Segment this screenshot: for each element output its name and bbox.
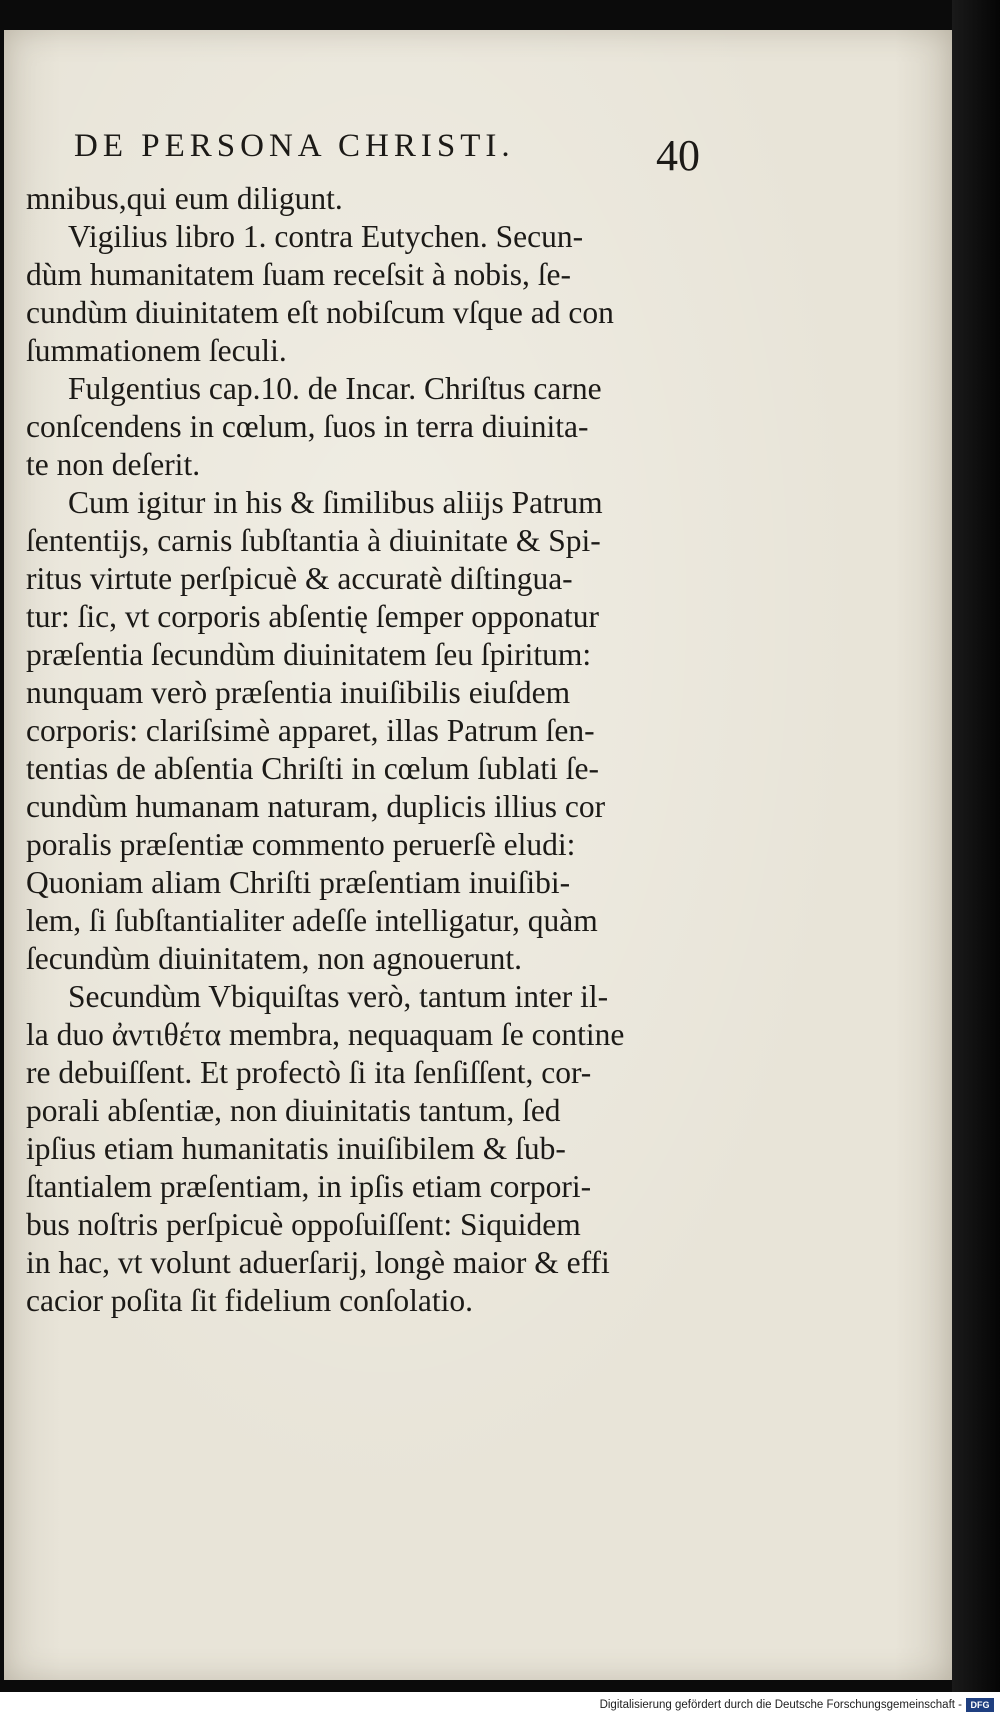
text-line: Secundùm Vbiquiſtas verò, tantum inter il- bbox=[68, 979, 609, 1014]
text-line: poralis præſentiæ commento peruerſè eludi: bbox=[26, 827, 576, 862]
text-line: ritus virtute perſpicuè & accuratè diſtingua- bbox=[26, 561, 573, 596]
text-line: cundùm humanam naturam, duplicis illius cor bbox=[26, 789, 606, 824]
text-line: porali abſentiæ, non diuinitatis tantum, ſed bbox=[26, 1093, 561, 1128]
text-line: Vigilius libro 1. contra Eutychen. Secun- bbox=[68, 219, 584, 254]
text-line: lem, ſi ſubſtantialiter adeſſe intelligatur, quàm bbox=[26, 903, 598, 938]
text-line: ipſius etiam humanitatis inuiſibilem & ſub- bbox=[26, 1131, 566, 1166]
text-line: cundùm diuinitatem eſt nobiſcum vſque ad con bbox=[26, 295, 614, 330]
text-line: te non deſerit. bbox=[26, 447, 201, 482]
text-line: præſentia ſecundùm diuinitatem ſeu ſpiritum: bbox=[26, 637, 592, 672]
text-line: dùm humanitatem ſuam receſsit à nobis, ſe- bbox=[26, 257, 571, 292]
text-line: ſtantialem præſentiam, in ipſis etiam corpori- bbox=[26, 1169, 592, 1204]
text-line: corporis: clariſsimè apparet, illas Patrum ſen- bbox=[26, 713, 595, 748]
text-line: Quoniam aliam Chriſti præſentiam inuiſibi- bbox=[26, 865, 571, 900]
text-line: bus noſtris perſpicuè oppoſuiſſent: Siquidem bbox=[26, 1207, 581, 1242]
book-binding-shadow bbox=[952, 0, 1000, 1724]
text-line: tur: ſic, vt corporis abſentię ſemper opponatur bbox=[26, 599, 599, 634]
dfg-logo: DFG bbox=[966, 1698, 994, 1712]
text-line: ſententijs, carnis ſubſtantia à diuinitate & Spi- bbox=[26, 523, 601, 558]
book-page bbox=[4, 30, 952, 1680]
text-line: cacior poſita ſit fidelium conſolatio. bbox=[26, 1283, 473, 1318]
text-line: Fulgentius cap.10. de Incar. Chriſtus carne bbox=[68, 371, 602, 406]
body-text bbox=[26, 180, 706, 1320]
running-header: DE PERSONA CHRISTI. bbox=[74, 128, 515, 164]
text-line: re debuiſſent. Et profectò ſi ita ſenſiſſent, cor- bbox=[26, 1055, 592, 1090]
text-line: in hac, vt volunt aduerſarij, longè maior & effi bbox=[26, 1245, 610, 1280]
text-line: conſcendens in cœlum, ſuos in terra diuinita- bbox=[26, 409, 589, 444]
footer-credit: Digitalisierung gefördert durch die Deutsche Forschungsgemeinschaft - bbox=[599, 1699, 962, 1711]
text-line: nunquam verò præſentia inuiſibilis eiuſdem bbox=[26, 675, 571, 710]
text-line: ſummationem ſeculi. bbox=[26, 333, 287, 368]
text-line: tentias de abſentia Chriſti in cœlum ſublati ſe- bbox=[26, 751, 599, 786]
page-number: 40 bbox=[656, 131, 700, 180]
text-line: la duo ἀντιθέτα membra, nequaquam ſe contine bbox=[26, 1017, 625, 1052]
text-line: mnibus,qui eum diligunt. bbox=[26, 181, 343, 216]
footer-bar bbox=[0, 1692, 1000, 1724]
text-line: ſecundùm diuinitatem, non agnouerunt. bbox=[26, 941, 523, 976]
text-line: Cum igitur in his & ſimilibus aliijs Patrum bbox=[68, 485, 603, 520]
